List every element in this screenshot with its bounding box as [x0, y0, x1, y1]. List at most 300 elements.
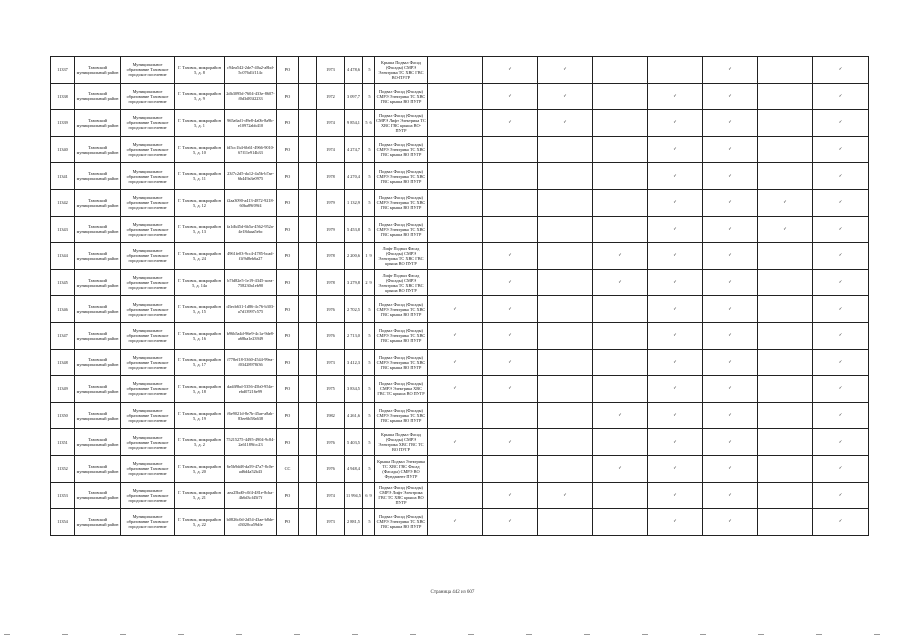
floors-count: 5 — [368, 359, 371, 365]
check-cell — [428, 189, 483, 216]
address-cell: Г. Тазовск, микрорайон 5, д. 12 — [175, 189, 225, 216]
work-types-cell: Подвал Фасад (Фасады) СМРЭ Электрика ТС ХВС ГВС крыша ВО ПУГР — [375, 322, 428, 349]
check-cell — [648, 349, 703, 376]
count-cell — [363, 136, 375, 163]
check-mark-icon: ✓ — [783, 200, 787, 206]
year-cell: 1973 — [317, 509, 345, 536]
check-cell — [593, 509, 648, 536]
empty-cell — [299, 163, 317, 190]
check-mark-icon: ✓ — [563, 492, 567, 498]
table-row — [51, 269, 869, 296]
guid-cell: f2aa3090-a413-4872-9218-60ba89f09f4 — [225, 189, 277, 216]
check-mark-icon: ✓ — [728, 120, 732, 126]
guid-cell: 6e5b9dd8-da59-47a7-8c0e-ad6d4a52b43 — [225, 455, 277, 482]
year-cell: 1974 — [317, 482, 345, 509]
check-cell — [648, 189, 703, 216]
floors-count: 5 — [368, 67, 371, 73]
address-cell: Г. Тазовск, микрорайон 5, д. 24 — [175, 243, 225, 270]
municipality-cell: Муниципальное образование Тазовское городское поселение — [121, 296, 175, 323]
check-mark-icon: ✓ — [673, 93, 677, 99]
check-cell — [813, 455, 869, 482]
count-cell — [363, 376, 375, 403]
district-cell: Тазовский муниципальный район — [75, 163, 121, 190]
check-mark-icon: ✓ — [728, 253, 732, 259]
check-cell — [538, 296, 593, 323]
check-cell — [428, 163, 483, 190]
address-cell: Г. Тазовск, микрорайон 5, д. 16 — [175, 322, 225, 349]
row-number-cell: 11347 — [51, 322, 75, 349]
area-cell: 4 274,7 — [345, 136, 363, 163]
check-cell — [758, 163, 813, 190]
check-mark-icon: ✓ — [453, 306, 457, 312]
row-number-cell: 11349 — [51, 376, 75, 403]
row-number-cell: 11345 — [51, 269, 75, 296]
check-cell — [758, 322, 813, 349]
work-types-cell: Лифт Подвал Фасад (Фасады) СМРЭ Электрика ТС ХВС ГВС крыша ВО ПУГР — [375, 269, 428, 296]
row-number-cell: 11342 — [51, 189, 75, 216]
check-cell — [758, 509, 813, 536]
area-cell: 9 854,1 — [345, 110, 363, 137]
check-cell — [593, 482, 648, 509]
check-mark-icon: ✓ — [453, 333, 457, 339]
check-cell — [813, 402, 869, 429]
count-cell — [363, 482, 375, 509]
check-cell — [648, 322, 703, 349]
floors-count: 5 — [368, 413, 371, 419]
check-cell — [428, 402, 483, 429]
check-cell — [483, 296, 538, 323]
check-mark-icon: ✓ — [728, 519, 732, 525]
empty-cell — [299, 376, 317, 403]
check-cell — [483, 57, 538, 84]
table-row — [51, 163, 869, 190]
work-types-cell: Подвал Фасад (Фасады) СМРЭ Электрика ТС ХВС ГВС крыша ВО ПУГР — [375, 402, 428, 429]
empty-cell — [299, 57, 317, 84]
area-cell: 4 948,4 — [345, 455, 363, 482]
check-cell — [703, 322, 758, 349]
row-number-cell: 11352 — [51, 455, 75, 482]
row-number-cell: 11339 — [51, 110, 75, 137]
dash-mark — [468, 634, 474, 635]
check-mark-icon: ✓ — [728, 439, 732, 445]
check-mark-icon: ✓ — [728, 200, 732, 206]
check-cell — [758, 429, 813, 456]
row-number-cell: 11350 — [51, 402, 75, 429]
address-cell: Г. Тазовск, микрорайон 5, д. 15 — [175, 296, 225, 323]
check-mark-icon: ✓ — [728, 280, 732, 286]
address-cell: Г. Тазовск, микрорайон 5, д. 22 — [175, 509, 225, 536]
check-cell — [813, 83, 869, 110]
check-mark-icon: ✓ — [728, 492, 732, 498]
check-mark-icon: ✓ — [728, 333, 732, 339]
guid-cell: 4961fe03-9cc4-4785-bcad-f1f9d8eb6a27 — [225, 243, 277, 270]
work-types-cell: Подвал Фасад (Фасады) СМРЭ Электрика ТС ХВС ГВС крыша ВО ПУГР — [375, 83, 428, 110]
check-cell — [648, 243, 703, 270]
empty-cell — [299, 189, 317, 216]
empty-cell — [299, 322, 317, 349]
floors-count: 5 — [368, 439, 371, 445]
check-mark-icon: ✓ — [728, 386, 732, 392]
check-cell — [483, 482, 538, 509]
area-cell: 3 097,7 — [345, 83, 363, 110]
type-cell: РО — [277, 509, 299, 536]
check-cell — [483, 322, 538, 349]
check-cell — [428, 429, 483, 456]
table-row — [51, 189, 869, 216]
check-cell — [483, 136, 538, 163]
check-mark-icon: ✓ — [673, 226, 677, 232]
guid-cell: fd5cc1b4-6b61-4966-9010-67f11e914b33 — [225, 136, 277, 163]
address-cell: Г. Тазовск, микрорайон 5, д. 18 — [175, 376, 225, 403]
check-mark-icon: ✓ — [508, 333, 512, 339]
check-mark-icon: ✓ — [673, 466, 677, 472]
empty-cell — [299, 243, 317, 270]
check-mark-icon: ✓ — [673, 386, 677, 392]
check-mark-icon: ✓ — [838, 253, 843, 259]
dash-mark — [700, 634, 706, 635]
empty-cell — [299, 349, 317, 376]
check-cell — [703, 509, 758, 536]
check-cell — [813, 322, 869, 349]
district-cell: Тазовский муниципальный район — [75, 57, 121, 84]
table-row — [51, 216, 869, 243]
check-cell — [428, 83, 483, 110]
check-cell — [483, 455, 538, 482]
type-cell: РО — [277, 216, 299, 243]
guid-cell: d3ecb631-1d86-4c76-b303-a7d13997c575 — [225, 296, 277, 323]
check-mark-icon: ✓ — [453, 439, 457, 445]
check-mark-icon: ✓ — [508, 386, 512, 392]
check-cell — [648, 402, 703, 429]
check-mark-icon: ✓ — [618, 413, 622, 419]
check-mark-icon: ✓ — [728, 466, 732, 472]
year-cell: 1979 — [317, 216, 345, 243]
check-mark-icon: ✓ — [673, 519, 677, 525]
check-cell — [648, 482, 703, 509]
dash-mark — [410, 634, 416, 635]
check-cell — [483, 163, 538, 190]
district-cell: Тазовский муниципальный район — [75, 349, 121, 376]
table-row — [51, 57, 869, 84]
work-types-cell: Подвал Фасад (Фасады) СМРЭ Электрика ТС ХВС ГВС крыша ВО ПУГР — [375, 163, 428, 190]
area-cell: 5 453,8 — [345, 216, 363, 243]
area-cell: 3 412,3 — [345, 349, 363, 376]
check-mark-icon: ✓ — [563, 67, 567, 73]
check-cell — [538, 243, 593, 270]
check-cell — [428, 376, 483, 403]
check-cell — [483, 189, 538, 216]
check-cell — [593, 296, 648, 323]
guid-cell: 23f7c2d5-da12-4a5b-b7ae-6b449a3e0975 — [225, 163, 277, 190]
check-cell — [538, 322, 593, 349]
table-row — [51, 349, 869, 376]
work-types-cell: Крыша Подвал Фасад (Фасады) СМРЭ Электрика ТС ХВС ГВС ВО-ПУГР — [375, 57, 428, 84]
check-mark-icon: ✓ — [508, 359, 512, 365]
area-cell: 1 132,9 — [345, 189, 363, 216]
dash-mark — [642, 634, 648, 635]
check-mark-icon: ✓ — [453, 359, 457, 365]
empty-cell — [299, 269, 317, 296]
check-mark-icon: ✓ — [838, 200, 843, 206]
check-cell — [483, 110, 538, 137]
check-cell — [428, 57, 483, 84]
check-cell — [593, 216, 648, 243]
work-types-cell: Подвал Фасад (Фасады) СМРЭ Электрика ХВС ГВС ТС крыша ВО ПУГР — [375, 376, 428, 403]
municipality-cell: Муниципальное образование Тазовское городское поселение — [121, 57, 175, 84]
check-cell — [703, 110, 758, 137]
count-cell — [363, 216, 375, 243]
year-cell: 1974 — [317, 110, 345, 137]
type-cell: СС — [277, 455, 299, 482]
check-cell — [758, 376, 813, 403]
check-mark-icon: ✓ — [673, 200, 677, 206]
check-cell — [538, 482, 593, 509]
check-mark-icon: ✓ — [673, 173, 677, 179]
check-cell — [648, 136, 703, 163]
check-mark-icon: ✓ — [728, 147, 732, 153]
check-cell — [538, 136, 593, 163]
check-cell — [703, 429, 758, 456]
year-cell: 1978 — [317, 269, 345, 296]
dash-mark — [758, 634, 764, 635]
address-cell: Г. Тазовск, микрорайон 5, д. 20 — [175, 455, 225, 482]
register-table — [50, 56, 869, 536]
check-cell — [593, 402, 648, 429]
check-cell — [758, 243, 813, 270]
floors-count: 5 — [368, 306, 371, 312]
check-cell — [758, 296, 813, 323]
check-mark-icon: ✓ — [728, 359, 732, 365]
type-cell: РО — [277, 269, 299, 296]
count-cell — [363, 322, 375, 349]
table-row — [51, 376, 869, 403]
table-row — [51, 136, 869, 163]
count-cell — [363, 243, 375, 270]
guid-cell: dadff9bd-5356-45b0-954e-ebd07216e99 — [225, 376, 277, 403]
check-cell — [593, 269, 648, 296]
check-cell — [538, 349, 593, 376]
year-cell: 1973 — [317, 57, 345, 84]
check-cell — [428, 216, 483, 243]
row-number-cell: 11351 — [51, 429, 75, 456]
check-mark-icon: ✓ — [728, 173, 732, 179]
area-cell: 4 261,6 — [345, 402, 363, 429]
count-cell — [363, 429, 375, 456]
check-cell — [703, 243, 758, 270]
municipality-cell: Муниципальное образование Тазовское городское поселение — [121, 322, 175, 349]
check-cell — [483, 83, 538, 110]
empty-cell — [299, 402, 317, 429]
check-cell — [648, 429, 703, 456]
count-cell — [363, 296, 375, 323]
floors-count: 6 — [369, 120, 372, 126]
dash-mark — [584, 634, 590, 635]
check-mark-icon: ✓ — [838, 280, 843, 286]
address-cell: Г. Тазовск, микрорайон 5, д. 8 — [175, 57, 225, 84]
row-number-cell: 11340 — [51, 136, 75, 163]
guid-cell: f778ef18-5360-4544-99ea-f03428978f36 — [225, 349, 277, 376]
count-cell — [363, 402, 375, 429]
check-mark-icon: ✓ — [728, 93, 732, 99]
guid-cell: c94ea542-2de7-40a2-a8bd-5c076d1f114c — [225, 57, 277, 84]
check-cell — [703, 189, 758, 216]
check-cell — [538, 269, 593, 296]
bottom-dash-line — [0, 634, 905, 638]
check-cell — [648, 296, 703, 323]
check-mark-icon: ✓ — [838, 439, 843, 445]
check-mark-icon: ✓ — [838, 93, 843, 99]
check-cell — [428, 509, 483, 536]
check-mark-icon: ✓ — [508, 253, 512, 259]
check-cell — [593, 83, 648, 110]
address-cell: Г. Тазовск, микрорайон 5, д. 2 — [175, 429, 225, 456]
check-cell — [813, 110, 869, 137]
area-cell: 3 834,5 — [345, 376, 363, 403]
type-cell: РО — [277, 163, 299, 190]
check-cell — [648, 376, 703, 403]
count-cell — [363, 509, 375, 536]
work-types-cell: Подвал Фасад (Фасады) СМРЭ Лифт Электрика ТС ХВС ГВС крыша ВО-ПУГР — [375, 110, 428, 137]
year-cell: 1974 — [317, 136, 345, 163]
district-cell: Тазовский муниципальный район — [75, 482, 121, 509]
floors-count: 5 — [368, 173, 371, 179]
floors-count: 5 — [368, 93, 371, 99]
check-mark-icon: ✓ — [673, 492, 677, 498]
municipality-cell: Муниципальное образование Тазовское городское поселение — [121, 269, 175, 296]
floors-count: 5 — [368, 466, 371, 472]
check-cell — [813, 429, 869, 456]
type-cell: РО — [277, 376, 299, 403]
check-cell — [813, 509, 869, 536]
check-cell — [813, 243, 869, 270]
municipality-cell: Муниципальное образование Тазовское городское поселение — [121, 243, 175, 270]
check-mark-icon: ✓ — [673, 147, 677, 153]
address-cell: Г. Тазовск, микрорайон 5, д. 14а — [175, 269, 225, 296]
district-cell: Тазовский муниципальный район — [75, 189, 121, 216]
elevator-count: 6 — [365, 492, 368, 498]
check-mark-icon: ✓ — [508, 120, 512, 126]
check-mark-icon: ✓ — [618, 253, 622, 259]
check-mark-icon: ✓ — [673, 439, 677, 445]
guid-cell: b7fd82e5-1e19-4345-acea-758230a1eb90 — [225, 269, 277, 296]
area-cell: 2 881,5 — [345, 509, 363, 536]
check-cell — [538, 455, 593, 482]
check-cell — [428, 349, 483, 376]
guid-cell: f6e9021d-8e7b-45ae-a8ab-83ee6b58a638 — [225, 402, 277, 429]
check-cell — [593, 163, 648, 190]
municipality-cell: Муниципальное образование Тазовское городское поселение — [121, 189, 175, 216]
check-cell — [428, 136, 483, 163]
check-mark-icon: ✓ — [838, 173, 843, 179]
check-cell — [648, 83, 703, 110]
municipality-cell: Муниципальное образование Тазовское городское поселение — [121, 83, 175, 110]
check-cell — [813, 269, 869, 296]
address-cell: Г. Тазовск, микрорайон 5, д. 17 — [175, 349, 225, 376]
elevator-count: 2 — [365, 280, 368, 286]
check-cell — [538, 163, 593, 190]
check-cell — [593, 322, 648, 349]
check-cell — [538, 402, 593, 429]
dash-mark — [526, 634, 532, 635]
check-mark-icon: ✓ — [618, 466, 622, 472]
check-cell — [813, 216, 869, 243]
check-cell — [703, 136, 758, 163]
check-cell — [538, 110, 593, 137]
check-mark-icon: ✓ — [453, 519, 457, 525]
type-cell: РО — [277, 57, 299, 84]
check-cell — [648, 509, 703, 536]
check-cell — [703, 269, 758, 296]
guid-cell: b96b5a4d-96e9-4c1a-9de8-a68ba1e23949 — [225, 322, 277, 349]
row-number-cell: 11348 — [51, 349, 75, 376]
area-cell: 2 713,0 — [345, 322, 363, 349]
table-row — [51, 243, 869, 270]
count-cell — [363, 269, 375, 296]
check-cell — [703, 482, 758, 509]
address-cell: Г. Тазовск, микрорайон 5, д. 1 — [175, 110, 225, 137]
municipality-cell: Муниципальное образование Тазовское городское поселение — [121, 216, 175, 243]
work-types-cell: Крыша Подвал Электрика ТС ХВС ГВС Фасад (Фасады) СМРЭ ВО Фундамент ПУГР — [375, 455, 428, 482]
type-cell: РО — [277, 429, 299, 456]
empty-cell — [299, 429, 317, 456]
check-cell — [483, 402, 538, 429]
check-cell — [648, 455, 703, 482]
table-row — [51, 402, 869, 429]
count-cell — [363, 189, 375, 216]
type-cell: РО — [277, 136, 299, 163]
check-cell — [758, 216, 813, 243]
table-row — [51, 110, 869, 137]
type-cell: РО — [277, 296, 299, 323]
floors-count: 5 — [368, 333, 371, 339]
check-mark-icon: ✓ — [673, 120, 677, 126]
row-number-cell: 11341 — [51, 163, 75, 190]
type-cell: РО — [277, 243, 299, 270]
check-mark-icon: ✓ — [508, 67, 512, 73]
guid-cell: 2db3095d-7604-433e-8607-f0d3d83f2233 — [225, 83, 277, 110]
year-cell: 1976 — [317, 296, 345, 323]
check-cell — [758, 482, 813, 509]
check-cell — [648, 163, 703, 190]
check-cell — [538, 509, 593, 536]
check-cell — [428, 296, 483, 323]
check-cell — [593, 110, 648, 137]
municipality-cell: Муниципальное образование Тазовское городское поселение — [121, 136, 175, 163]
area-cell: 2 200,6 — [345, 243, 363, 270]
work-types-cell: Подвал Фасад (Фасады) СМРЭ Лифт Электрика ГВС ТС ХВС крыша ВО ПУГР — [375, 482, 428, 509]
empty-cell — [299, 83, 317, 110]
district-cell: Тазовский муниципальный район — [75, 136, 121, 163]
dash-mark — [874, 634, 880, 635]
floors-count: 5 — [368, 519, 371, 525]
check-cell — [428, 322, 483, 349]
check-cell — [758, 455, 813, 482]
check-mark-icon: ✓ — [673, 333, 677, 339]
year-cell: 1976 — [317, 429, 345, 456]
municipality-cell: Муниципальное образование Тазовское городское поселение — [121, 110, 175, 137]
check-cell — [813, 57, 869, 84]
row-number-cell: 11346 — [51, 296, 75, 323]
check-cell — [648, 110, 703, 137]
check-cell — [538, 57, 593, 84]
check-mark-icon: ✓ — [783, 226, 787, 232]
check-mark-icon: ✓ — [838, 226, 843, 232]
count-cell — [363, 455, 375, 482]
floors-count: 9 — [369, 492, 372, 498]
check-cell — [703, 296, 758, 323]
municipality-cell: Муниципальное образование Тазовское городское поселение — [121, 429, 175, 456]
check-cell — [538, 83, 593, 110]
